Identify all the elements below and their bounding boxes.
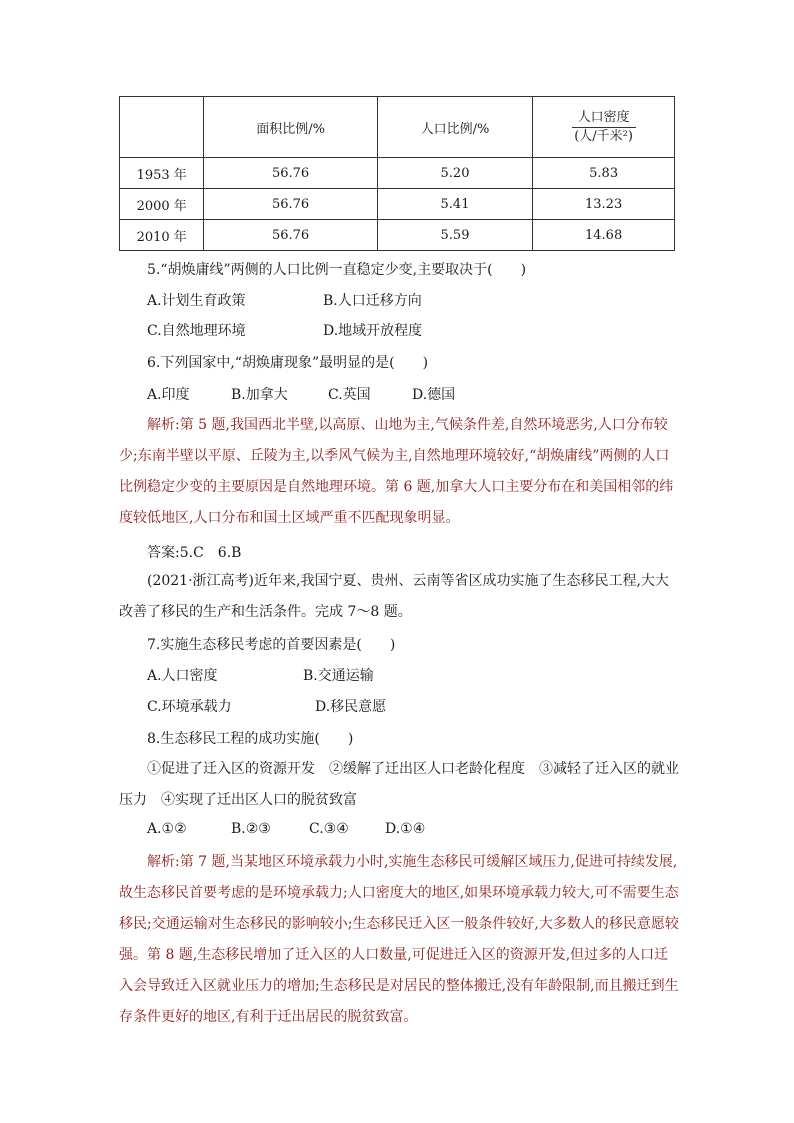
header-density: [533, 97, 675, 158]
q7-options-row1: [147, 665, 374, 685]
q5-stem: 5.“胡焕庸线”两侧的人口比例一直稳定少变,主要取决于( ): [147, 262, 527, 278]
header-area-ratio: 面积比例/%: [204, 97, 377, 158]
explanation-5-6: 解析:第 5 题,我国西北半壁,以高原、山地为主,气候条件差,自然环境恶劣,人口分布较少;东南半壁以平原、丘陵为主,以季风气候为主,自然地理环境较好,“胡焕庸线”两侧的人口比例稳定少变的主要原因是自然地理环境。第 6 题,加拿大人口主要分布在和美国相邻的纬度较低地区,人口分布和国土区域严重不匹配现象明显。: [119, 417, 674, 526]
q8-option-d: D.①④: [385, 821, 426, 837]
q8-stem: 8.生态移民工程的成功实施( ): [147, 731, 354, 747]
row-area: 56.76: [204, 220, 377, 251]
q6-option-a: A.印度: [147, 387, 190, 403]
q6-options: [147, 384, 455, 404]
row-area: 56.76: [204, 158, 377, 189]
q5-options-row2: [147, 320, 422, 340]
header-population-ratio: 人口比例/%: [377, 97, 532, 158]
row-population: 5.20: [377, 158, 532, 189]
q6-option-c: C.英国: [328, 387, 371, 403]
row-year: 1953 年: [120, 158, 204, 189]
row-population: 5.41: [377, 189, 532, 220]
q8-option-c: C.③④: [309, 821, 349, 837]
q7-option-b: B.交通运输: [303, 668, 374, 684]
header-empty: [120, 97, 204, 158]
q7-option-d: D.移民意愿: [315, 699, 387, 715]
table-row: [120, 158, 675, 189]
row-density: 5.83: [533, 158, 675, 189]
density-unit: (人/千米²): [574, 128, 633, 144]
q5-option-b: B.人口迁移方向: [323, 293, 422, 309]
q6-stem: 6.下列国家中,“胡焕庸现象”最明显的是( ): [147, 355, 429, 371]
row-area: 56.76: [204, 189, 377, 220]
density-fraction: [572, 110, 636, 144]
row-year: 2000 年: [120, 189, 204, 220]
explanation-7-8: 解析:第 7 题,当某地区环境承载力小时,实施生态移民可缓解区域压力,促进可持续发展,故生态移民首要考虑的是环境承载力;人口密度大的地区,如果环境承载力较大,可不需要生态移民;交通运输对生态移民的影响较小;生态移民迁入区一般条件较好,大多数人的移民意愿较强。第 8 题,生态移民增加了迁入区的人口数量,可促进迁入区的资源开发,但过多的人口迁入会导致迁入区就业压力的增加;生态移民是对居民的整体搬迁,没有年龄限制,而且搬迁到生存条件更好的地区,有利于迁出居民的脱贫致富。: [119, 854, 679, 1025]
q5-option-a: A.计划生育政策: [147, 293, 246, 309]
row-density: 13.23: [533, 189, 675, 220]
q7-option-a: A.人口密度: [147, 668, 218, 684]
q5-option-c: C.自然地理环境: [147, 323, 246, 339]
q8-statements: ①促进了迁入区的资源开发 ②缓解了迁出区人口老龄化程度 ③减轻了迁入区的就业压力 ④实现了迁出区人口的脱贫致富: [119, 761, 679, 808]
q6-option-d: D.德国: [412, 387, 456, 403]
q5-option-d: D.地域开放程度: [323, 323, 423, 339]
intro-7-8: (2021·浙江高考)近年来,我国宁夏、贵州、云南等省区成功实施了生态移民工程,大大改善了移民的生产和生活条件。完成 7～8 题。: [119, 573, 669, 620]
q5-options-row1: [147, 290, 422, 310]
q6-option-b: B.加拿大: [231, 387, 288, 403]
row-population: 5.59: [377, 220, 532, 251]
table-row: [120, 189, 675, 220]
row-year: 2010 年: [120, 220, 204, 251]
row-density: 14.68: [533, 220, 675, 251]
q8-options: [147, 821, 425, 837]
population-table: [119, 96, 675, 251]
density-label: 人口密度: [572, 110, 636, 128]
answer-5-6: 答案:5.C 6.B: [147, 545, 242, 561]
q8-option-a: A.①②: [147, 821, 187, 837]
q7-option-c: C.环境承载力: [147, 699, 232, 715]
q7-options-row2: [147, 696, 386, 716]
table-header-row: [120, 97, 675, 158]
q7-stem: 7.实施生态移民考虑的首要因素是( ): [147, 637, 396, 653]
table-row: [120, 220, 675, 251]
q8-option-b: B.②③: [231, 821, 271, 837]
